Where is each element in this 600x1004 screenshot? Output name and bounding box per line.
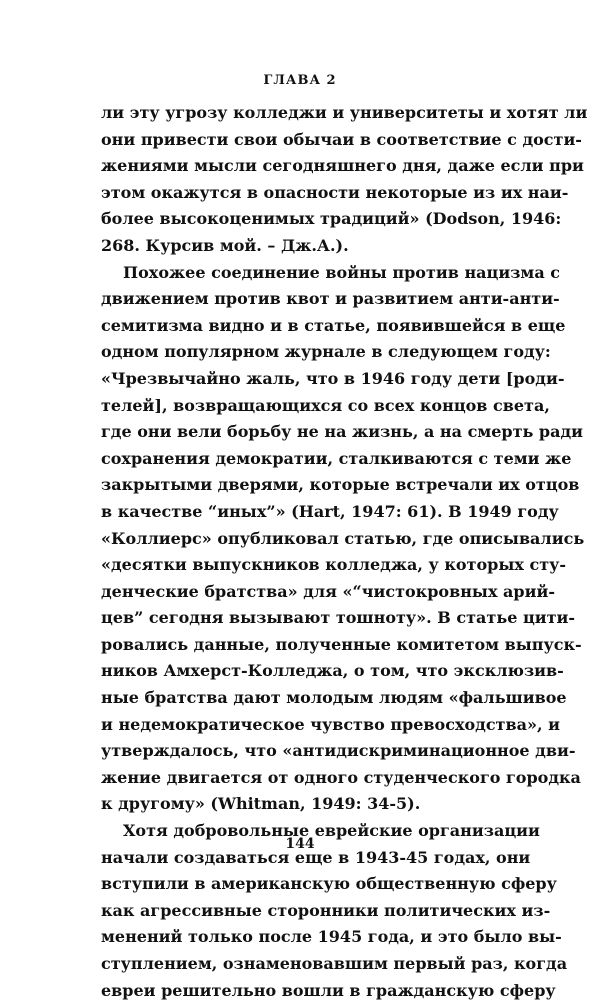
text-line: семитизма видно и в статье, появившейся в еще bbox=[101, 315, 566, 335]
text-line: жение двигается от одного студенческого городка bbox=[101, 767, 581, 787]
text-line: утверждалось, что «антидискриминационное дви- bbox=[101, 741, 576, 761]
text-line: жениями мысли сегодняшнего дня, даже если при bbox=[101, 156, 584, 176]
text-line: ников Амхерст-Колледжа, о том, что эксклюзив- bbox=[101, 661, 564, 681]
text-line: движением против квот и развитием анти-анти- bbox=[101, 289, 560, 309]
text-line: закрытыми дверями, которые встречали их отцов bbox=[101, 475, 580, 495]
text-line: ли эту угрозу колледжи и университеты и хотят ли bbox=[101, 103, 588, 122]
page-number: 144 bbox=[285, 836, 315, 852]
text-line: этом окажутся в опасности некоторые из их наи- bbox=[101, 182, 569, 202]
text-line: «Чрезвычайно жаль, что в 1946 году дети [роди- bbox=[101, 368, 565, 388]
text-line: ные братства дают молодым людям «фальшивое bbox=[101, 688, 567, 708]
body-text bbox=[101, 100, 588, 1004]
text-line: евреи решительно вошли в гражданскую сферу bbox=[101, 980, 556, 1000]
text-line: в качестве “иных”» (Hart, 1947: 61). В 1949 году bbox=[101, 501, 559, 521]
text-line: где они вели борьбу не на жизнь, а на смерть ради bbox=[101, 422, 584, 442]
text-line: к другому» (Whitman, 1949: 34-5). bbox=[101, 794, 421, 814]
text-line: они привести свои обычаи в соответствие с дости- bbox=[101, 129, 582, 149]
chapter-header: ГЛАВА 2 bbox=[263, 73, 337, 88]
text-line: денческие братства» для «“чистокровных арий- bbox=[101, 581, 555, 601]
paragraph-start-line: Похожее соединение войны против нацизма с bbox=[123, 262, 560, 282]
text-line: начали создаваться еще в 1943-45 годах, они bbox=[101, 847, 531, 867]
text-line: ступлением, ознаменовавшим первый раз, когда bbox=[101, 954, 568, 973]
text-line: вступили в американскую общественную сферу bbox=[101, 874, 557, 894]
text-line: цев” сегодня вызывают тошноту». В статье цити- bbox=[101, 608, 576, 628]
text-line: «Коллиерс» опубликовал статью, где описывались bbox=[101, 528, 585, 548]
paragraph-start-line: Хотя добровольные еврейские организации bbox=[123, 821, 540, 841]
text-line: телей], возвращающихся со всех концов света, bbox=[101, 395, 550, 415]
text-line: ровались данные, полученные комитетом выпуск- bbox=[101, 634, 582, 654]
text-line: 268. Курсив мой. – Дж.А.). bbox=[101, 235, 349, 255]
text-line: одном популярном журнале в следующем году: bbox=[101, 342, 551, 362]
text-line: сохранения демократии, сталкиваются с теми же bbox=[101, 448, 572, 468]
text-line: «десятки выпускников колледжа, у которых сту- bbox=[101, 555, 567, 575]
text-line: и недемократическое чувство превосходства», и bbox=[101, 714, 560, 734]
text-line: более высокоценимых традиций» (Dodson, 1946: bbox=[101, 209, 562, 229]
text-line: менений только после 1945 года, и это было вы- bbox=[101, 927, 562, 947]
text-line: как агрессивные сторонники политических из- bbox=[101, 900, 551, 920]
